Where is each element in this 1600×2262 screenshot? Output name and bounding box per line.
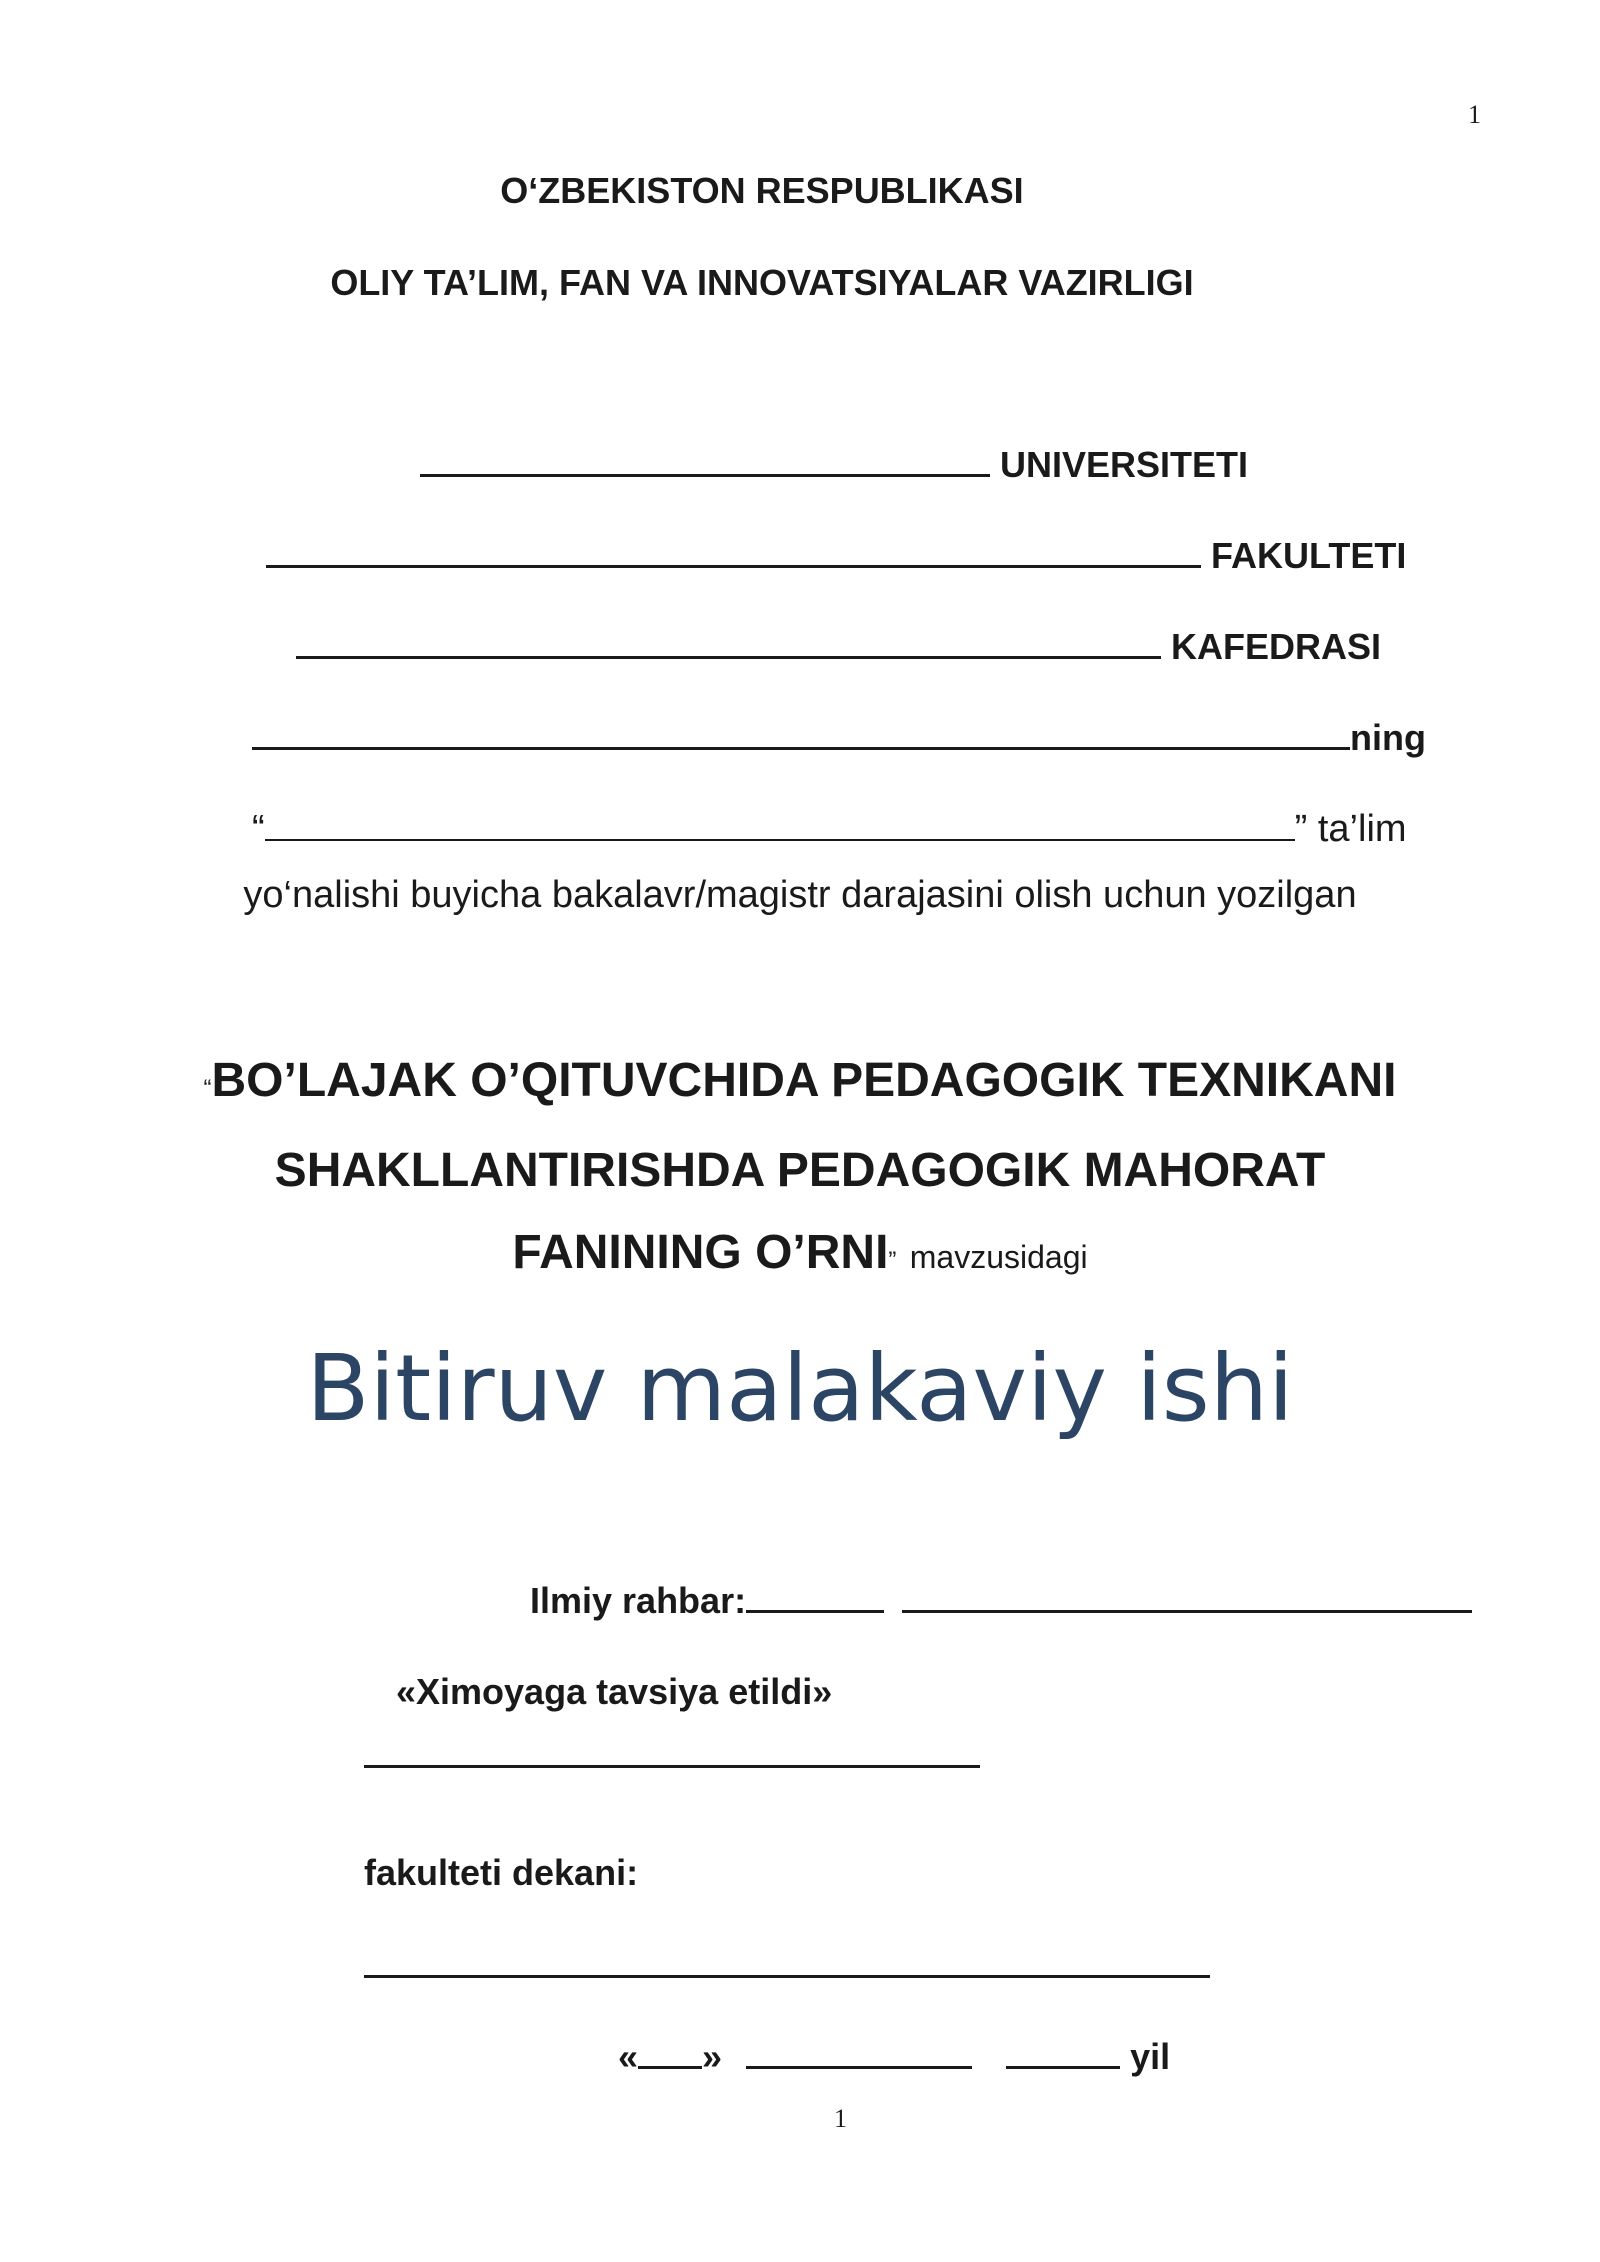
dean-label: fakulteti dekani: [364, 1852, 639, 1893]
university-blank [420, 444, 990, 477]
topic-line-3-text: FANINING O’RNI [512, 1226, 889, 1279]
direction-blank [265, 809, 1295, 841]
year-label: yil [1130, 2036, 1171, 2077]
date-close-quote: » [702, 2036, 723, 2077]
department-label: KAFEDRASI [1171, 626, 1382, 667]
topic-title [0, 1040, 1600, 1302]
day-blank [638, 2036, 702, 2069]
supervisor-label: Ilmiy rahbar: [530, 1580, 747, 1621]
supervisor-line [530, 1580, 1472, 1622]
topic-open-quote: “ [203, 1075, 212, 1102]
university-line [420, 444, 1248, 486]
month-blank [746, 2036, 972, 2069]
faculty-label: FAKULTETI [1211, 535, 1407, 576]
topic-line-1-text: BO’LAJAK O’QITUVCHIDA PEDAGOGIK TEXNIKANI [211, 1054, 1397, 1107]
page-number-top: 1 [1468, 100, 1481, 129]
direction-line [252, 808, 1407, 851]
student-blank [252, 717, 1350, 750]
topic-line-3 [0, 1212, 1600, 1302]
ministry-name: OLIY TA’LIM, FAN VA INNOVATSIYALAR VAZIRLIGI [330, 262, 1194, 303]
university-label: UNIVERSITETI [1000, 444, 1249, 485]
direction-suffix: ” ta’lim [1294, 808, 1407, 850]
defense-recommendation: «Ximoyaga tavsiya etildi» [396, 1671, 833, 1712]
faculty-line [266, 535, 1406, 577]
department-blank [296, 626, 1161, 659]
department-line [296, 626, 1381, 668]
topic-line-2: SHAKLLANTIRISHDA PEDAGOGIK MAHORAT [274, 1144, 1326, 1197]
degree-line: yo‘nalishi buyicha bakalavr/magistr darajasini olish uchun yozilgan [243, 874, 1357, 916]
direction-open-quote: “ [252, 808, 265, 850]
ministry-country: O‘ZBEKISTON RESPUBLIKASI [500, 170, 1024, 211]
defense-signature-blank [364, 1765, 980, 1768]
topic-line-1 [0, 1040, 1600, 1130]
supervisor-blank-long [902, 1580, 1472, 1613]
work-type-heading: Bitiruv malakaviy ishi [306, 1335, 1294, 1442]
faculty-blank [266, 535, 1201, 568]
ning-label: ning [1350, 717, 1426, 758]
topic-suffix: mavzusidagi [909, 1239, 1088, 1275]
supervisor-blank-short [746, 1580, 884, 1613]
dean-signature-blank [364, 1975, 1210, 1978]
student-line [252, 717, 1426, 759]
year-blank [1006, 2036, 1120, 2069]
page-number-bottom: 1 [834, 2104, 847, 2133]
date-open-quote: « [618, 2036, 639, 2077]
date-line [618, 2036, 1170, 2078]
topic-close-quote: ” [888, 1247, 897, 1274]
